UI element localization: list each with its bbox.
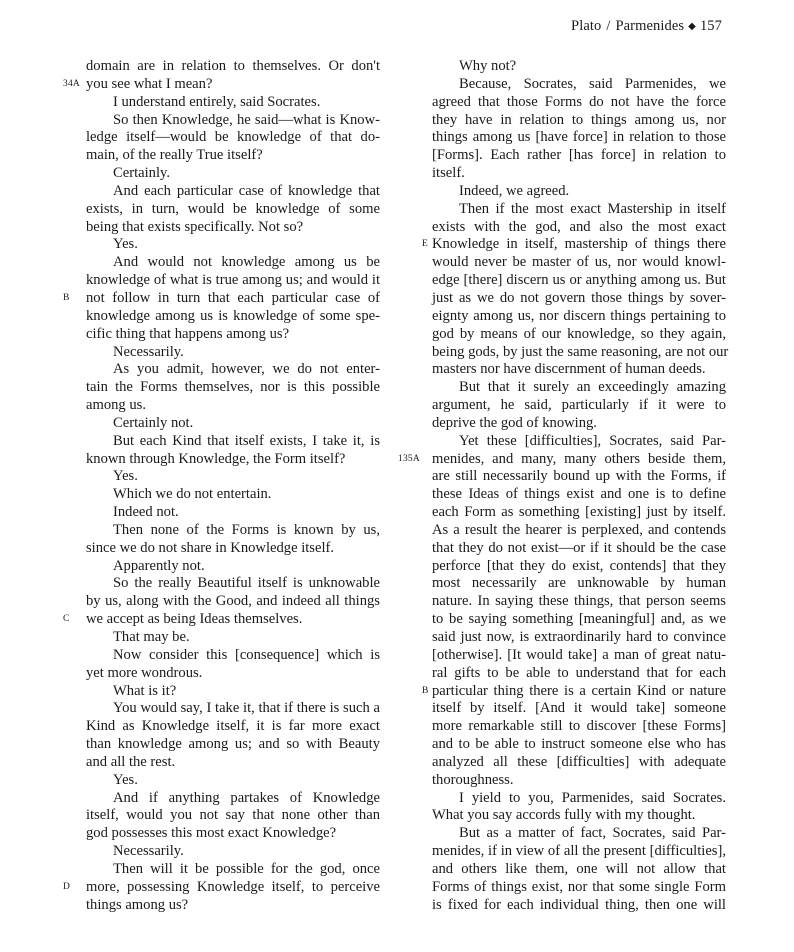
line-text: Yes. bbox=[113, 771, 138, 788]
text-line bbox=[86, 807, 380, 825]
header-work-title: Parmenides bbox=[615, 18, 685, 34]
text-line bbox=[86, 201, 380, 219]
text-line bbox=[432, 754, 726, 772]
text-line bbox=[432, 879, 726, 897]
line-text: ral gifts to be able to understand that for each bbox=[432, 664, 726, 681]
line-text: Which we do not entertain. bbox=[113, 486, 272, 503]
line-text: being gods, by just the same reasoning, are not our bbox=[432, 343, 729, 360]
text-line bbox=[86, 112, 380, 130]
text-line bbox=[86, 379, 380, 397]
text-line bbox=[432, 201, 726, 219]
text-line bbox=[86, 58, 380, 76]
line-text: is fixed for each individual thing, then one will bbox=[432, 896, 726, 913]
text-line bbox=[432, 647, 726, 665]
text-line bbox=[86, 94, 380, 112]
text-line bbox=[63, 289, 380, 308]
line-text: things among us [have force] in relation to those bbox=[432, 129, 726, 146]
line-text: Then if the most exact Mastership in itself bbox=[459, 200, 726, 217]
text-line bbox=[432, 290, 726, 308]
text-line bbox=[432, 897, 726, 915]
line-text: thoroughness. bbox=[432, 771, 514, 788]
line-text: Indeed not. bbox=[113, 504, 179, 521]
text-line bbox=[432, 254, 726, 272]
text-line bbox=[86, 272, 380, 290]
stephanus-margin-number: B bbox=[63, 292, 70, 303]
text-line bbox=[86, 415, 380, 433]
line-text: nature. In saying these things, that person seems bbox=[432, 593, 726, 610]
line-text: particular thing there is a certain Kind or nature bbox=[432, 682, 726, 699]
line-text: that they do not exist—or if it should be the case bbox=[432, 539, 726, 556]
line-text: things among us? bbox=[86, 896, 189, 913]
line-text: I understand entirely, said Socrates. bbox=[113, 93, 321, 110]
line-text: So the really Beautiful itself is unknowable bbox=[113, 575, 380, 592]
line-text: god by means of our knowledge, so they again, bbox=[432, 325, 726, 342]
line-text: yet more wondrous. bbox=[86, 664, 203, 681]
text-line bbox=[432, 415, 726, 433]
line-text: being that exists specifically. Not so? bbox=[86, 218, 304, 235]
text-line bbox=[86, 861, 380, 879]
line-text: edge [there] discern us or anything among us. But bbox=[432, 272, 726, 289]
text-line bbox=[432, 361, 726, 379]
line-text: I yield to you, Parmenides, said Socrates. bbox=[459, 789, 726, 806]
line-text: As you admit, however, we do not enter- bbox=[113, 361, 380, 378]
text-line bbox=[86, 147, 380, 165]
line-text: What is it? bbox=[113, 682, 177, 699]
line-text: argument, he said, particularly if it were to bbox=[432, 397, 726, 414]
text-line bbox=[432, 843, 726, 861]
text-line bbox=[432, 825, 726, 843]
text-line bbox=[432, 58, 726, 76]
line-text: Certainly not. bbox=[113, 414, 194, 431]
text-line bbox=[432, 558, 726, 576]
text-line bbox=[86, 540, 380, 558]
text-line bbox=[432, 790, 726, 808]
line-text: exists, in turn, would be knowledge of some bbox=[86, 200, 380, 217]
line-text: than knowledge among us; and so with Beauty bbox=[86, 736, 380, 753]
line-text: and all the rest. bbox=[86, 753, 176, 770]
text-line bbox=[86, 843, 380, 861]
text-line bbox=[86, 683, 380, 701]
diamond-ornament-icon: ◆ bbox=[688, 21, 696, 32]
line-text: Forms of things exist, nor that some single Form bbox=[432, 878, 726, 895]
line-text: cific thing that happens among us? bbox=[86, 325, 290, 342]
text-line bbox=[86, 344, 380, 362]
text-line bbox=[432, 129, 726, 147]
left-text-column bbox=[63, 58, 380, 915]
text-line bbox=[86, 361, 380, 379]
text-line bbox=[432, 522, 726, 540]
line-text: domain are in relation to themselves. Or don't bbox=[86, 58, 380, 74]
line-text: ledge itself—would be knowledge of that do- bbox=[86, 129, 380, 146]
text-line bbox=[63, 611, 380, 629]
line-text: Now consider this [consequence] which is bbox=[113, 646, 380, 663]
line-text: masters nor have discernment of human deeds. bbox=[432, 361, 706, 378]
line-text: Kind as Knowledge itself, it is far more exact bbox=[86, 718, 380, 735]
text-line bbox=[86, 558, 380, 576]
line-text: Why not? bbox=[459, 58, 517, 74]
line-text: Necessarily. bbox=[113, 843, 184, 860]
text-line bbox=[432, 611, 726, 629]
text-line bbox=[432, 486, 726, 504]
line-text: Yes. bbox=[113, 236, 138, 253]
line-text: said just now, is extraordinarily hard to convince bbox=[432, 629, 726, 645]
right-text-column bbox=[398, 58, 729, 915]
line-text: each Form as something [existing] just by itself. bbox=[432, 504, 726, 521]
text-line bbox=[86, 629, 380, 647]
text-line bbox=[63, 878, 380, 897]
text-line bbox=[432, 807, 726, 825]
text-line bbox=[432, 94, 726, 112]
text-line bbox=[432, 504, 726, 522]
line-text: among us. bbox=[86, 397, 146, 414]
stephanus-margin-number: E bbox=[422, 239, 429, 250]
text-line bbox=[432, 736, 726, 754]
text-line bbox=[432, 76, 726, 94]
text-line bbox=[86, 504, 380, 522]
text-line bbox=[86, 575, 380, 593]
line-text: known through Knowledge, the Form itself? bbox=[86, 450, 346, 467]
text-line bbox=[86, 736, 380, 754]
line-text: knowledge among us is knowledge of some spe- bbox=[86, 307, 380, 324]
line-text: to be saying something [meaningful] and, as we bbox=[432, 611, 726, 628]
line-text: You would say, I take it, that if there is such a bbox=[113, 700, 380, 717]
text-line bbox=[86, 593, 380, 611]
line-text: by us, along with the Good, and indeed all things bbox=[86, 593, 380, 610]
text-line bbox=[86, 308, 380, 326]
stephanus-margin-number: 135A bbox=[398, 453, 420, 464]
line-text: But as a matter of fact, Socrates, said Par- bbox=[459, 825, 726, 842]
line-text: And would not knowledge among us be bbox=[113, 254, 380, 271]
line-text: eignty among us, nor discern things pertaining to bbox=[432, 307, 726, 324]
line-text: knowledge of what is true among us; and would it bbox=[86, 272, 380, 289]
text-line bbox=[432, 718, 726, 736]
line-text: tain the Forms themselves, nor is this possible bbox=[86, 379, 380, 396]
line-text: just as we do not govern those things by sover- bbox=[432, 289, 726, 306]
text-line bbox=[86, 825, 380, 843]
line-text: Indeed, we agreed. bbox=[459, 182, 570, 199]
text-line bbox=[86, 486, 380, 504]
text-line bbox=[432, 326, 726, 344]
line-text: agreed that those Forms do not have the force bbox=[432, 93, 726, 110]
text-line bbox=[432, 219, 726, 237]
line-text: exists with the god, and also the most exact bbox=[432, 218, 726, 235]
text-line bbox=[432, 861, 726, 879]
line-text: But each Kind that itself exists, I take it, is bbox=[113, 432, 380, 449]
stephanus-margin-number: B bbox=[422, 685, 429, 696]
text-line bbox=[86, 665, 380, 683]
line-text: So then Knowledge, he said—what is Know- bbox=[113, 111, 380, 128]
text-line bbox=[86, 468, 380, 486]
line-text: itself. bbox=[432, 165, 465, 182]
text-line bbox=[86, 183, 380, 201]
line-text: menides, if in view of all the present [difficulties], bbox=[432, 843, 726, 860]
text-line bbox=[432, 772, 726, 790]
line-text: and others like them, one will not allow that bbox=[432, 860, 726, 877]
line-text: [otherwise]. [It would take] a man of great natu- bbox=[432, 646, 726, 663]
line-text: more, possessing Knowledge itself, to perceive bbox=[86, 878, 380, 895]
text-line bbox=[86, 647, 380, 665]
line-text: Necessarily. bbox=[113, 343, 184, 360]
text-line bbox=[86, 326, 380, 344]
line-text: perforce [that they do exist, contends] that they bbox=[432, 557, 726, 574]
line-text: Then will it be possible for the god, once bbox=[113, 860, 380, 877]
text-line bbox=[86, 129, 380, 147]
line-text: As a result the hearer is perplexed, and contends bbox=[432, 521, 726, 538]
line-text: would never be master of us, nor would knowl- bbox=[432, 254, 726, 271]
line-text: Then none of the Forms is known by us, bbox=[113, 521, 380, 538]
text-line bbox=[432, 165, 726, 183]
line-text: more remarkable still to discover [these Forms] bbox=[432, 718, 726, 735]
text-line bbox=[432, 540, 726, 558]
line-text: Apparently not. bbox=[113, 557, 205, 574]
text-line bbox=[432, 112, 726, 130]
line-text: What you say accords fully with my thought. bbox=[432, 807, 696, 824]
text-line bbox=[86, 254, 380, 272]
text-line bbox=[432, 575, 726, 593]
header-author: Plato bbox=[571, 18, 602, 34]
line-text: deprive the god of knowing. bbox=[432, 414, 597, 431]
line-text: Yet these [difficulties], Socrates, said Par- bbox=[459, 432, 726, 449]
line-text: Yes. bbox=[113, 468, 138, 485]
stephanus-margin-number: D bbox=[63, 881, 71, 892]
text-line bbox=[432, 700, 726, 718]
line-text: most necessarily are unknowable by human bbox=[432, 575, 726, 592]
text-line bbox=[398, 450, 726, 469]
line-text: they have in relation to things among us, nor bbox=[432, 111, 726, 128]
text-line bbox=[432, 308, 726, 326]
text-line bbox=[422, 236, 726, 254]
stephanus-margin-number: C bbox=[63, 614, 70, 625]
text-line bbox=[432, 379, 726, 397]
line-text: god possesses this most exact Knowledge? bbox=[86, 825, 337, 842]
text-line bbox=[86, 897, 380, 915]
text-line bbox=[63, 75, 380, 94]
stephanus-margin-number: 34A bbox=[63, 78, 80, 89]
text-line bbox=[86, 790, 380, 808]
running-header bbox=[571, 18, 722, 35]
text-line bbox=[432, 629, 726, 647]
text-line bbox=[86, 754, 380, 772]
line-text: [Forms]. Each rather [has force] in relation to bbox=[432, 147, 726, 164]
text-line bbox=[432, 272, 726, 290]
page-number: 157 bbox=[699, 18, 722, 34]
line-text: But that it surely an exceedingly amazing bbox=[459, 379, 726, 396]
line-text: since we do not share in Knowledge itself. bbox=[86, 539, 335, 556]
line-text: menides, and many, many others beside them, bbox=[432, 450, 726, 467]
text-line bbox=[86, 451, 380, 469]
line-text: these Ideas of things exist and one is to define bbox=[432, 486, 726, 503]
line-text: And if anything partakes of Knowledge bbox=[113, 789, 380, 806]
line-text: Certainly. bbox=[113, 165, 171, 182]
line-text: itself by itself. [And it would take] someone bbox=[432, 700, 726, 717]
line-text: Knowledge in itself, mastership of things there bbox=[432, 236, 726, 253]
text-line bbox=[432, 183, 726, 201]
text-line bbox=[86, 397, 380, 415]
text-line bbox=[86, 236, 380, 254]
text-line bbox=[86, 772, 380, 790]
text-line bbox=[432, 665, 726, 683]
text-line bbox=[432, 433, 726, 451]
text-line bbox=[86, 165, 380, 183]
line-text: and to be able to instruct someone else who has bbox=[432, 736, 726, 753]
line-text: Because, Socrates, said Parmenides, we bbox=[459, 75, 726, 92]
line-text: And each particular case of knowledge that bbox=[113, 182, 380, 199]
line-text: itself, would you not say that none other than bbox=[86, 807, 380, 824]
text-line bbox=[86, 433, 380, 451]
line-text: That may be. bbox=[113, 629, 190, 645]
text-line bbox=[86, 700, 380, 718]
text-line bbox=[432, 397, 726, 415]
text-line bbox=[432, 468, 726, 486]
header-separator: / bbox=[606, 18, 611, 34]
text-line bbox=[86, 718, 380, 736]
text-line bbox=[432, 593, 726, 611]
line-text: not follow in turn that each particular case of bbox=[86, 289, 380, 306]
line-text: you see what I mean? bbox=[86, 75, 213, 92]
line-text: analyzed all these [difficulties] with adequate bbox=[432, 753, 726, 770]
line-text: are still necessarily bound up with the Forms, if bbox=[432, 468, 726, 485]
text-line bbox=[86, 522, 380, 540]
text-line bbox=[432, 147, 726, 165]
text-line bbox=[86, 219, 380, 237]
line-text: we accept as being Ideas themselves. bbox=[86, 611, 303, 628]
line-text: main, of the really True itself? bbox=[86, 147, 263, 164]
text-line bbox=[422, 682, 726, 701]
text-line bbox=[432, 343, 729, 362]
